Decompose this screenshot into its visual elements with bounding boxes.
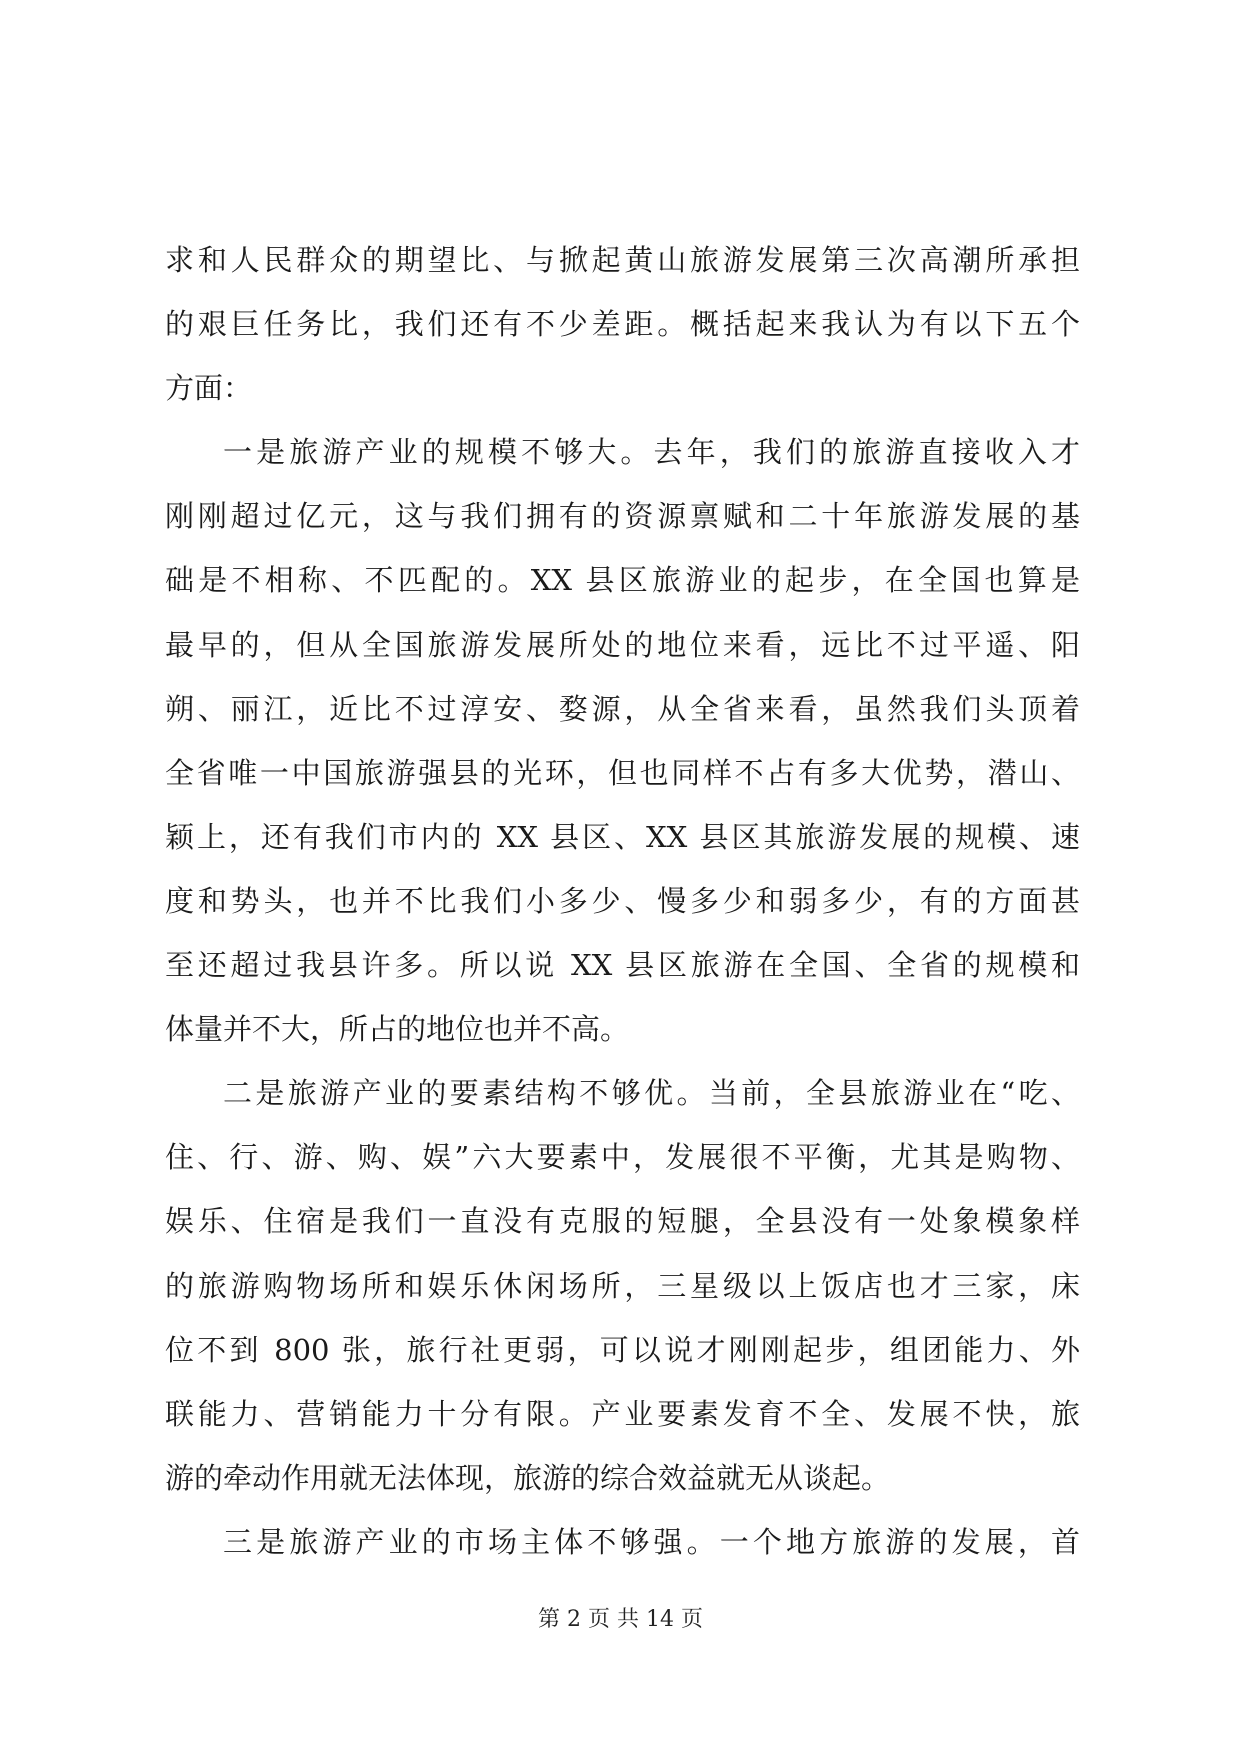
page-footer: 第 2 页 共 14 页 <box>538 1607 703 1632</box>
text-line: 求和人民群众的期望比、与掀起黄山旅游发展第三次高潮所承担 <box>165 243 1080 277</box>
text-line: 朔、丽江，近比不过淳安、婺源，从全省来看，虽然我们头顶着 <box>165 691 1080 726</box>
text-line: 至还超过我县许多。所以说 XX 县区旅游在全国、全省的规模和 <box>165 948 1080 983</box>
text-line: 体量并不大，所占的地位也并不高。 <box>165 1012 630 1047</box>
text-line: 娱乐、住宿是我们一直没有克服的短腿，全县没有一处象模象样 <box>165 1204 1080 1239</box>
text-line: 游的牵动作用就无法体现，旅游的综合效益就无从谈起。 <box>165 1460 891 1495</box>
text-line: 二是旅游产业的要素结构不够优。当前，全县旅游业在“吃、 <box>223 1076 1080 1111</box>
text-line: 位不到 800 张，旅行社更弱，可以说才刚刚起步，组团能力、外 <box>165 1332 1080 1367</box>
text-line: 度和势头，也并不比我们小多少、慢多少和弱多少，有的方面甚 <box>165 883 1080 918</box>
text-line: 的旅游购物场所和娱乐休闲场所，三星级以上饭店也才三家，床 <box>165 1268 1080 1303</box>
text-line: 础是不相称、不匹配的。XX 县区旅游业的起步，在全国也算是 <box>165 563 1080 598</box>
text-line: 颖上，还有我们市内的 XX 县区、XX 县区其旅游发展的规模、速 <box>165 819 1080 854</box>
text-line: 的艰巨任务比，我们还有不少差距。概括起来我认为有以下五个 <box>165 307 1080 342</box>
body-text <box>165 228 1080 1574</box>
text-line: 刚刚超过亿元，这与我们拥有的资源禀赋和二十年旅游发展的基 <box>165 499 1080 534</box>
text-line: 方面： <box>165 371 253 406</box>
text-line: 全省唯一中国旅游强县的光环，但也同样不占有多大优势，潜山、 <box>165 755 1080 790</box>
text-line: 一是旅游产业的规模不够大。去年，我们的旅游直接收入才 <box>223 435 1080 470</box>
text-line: 联能力、营销能力十分有限。产业要素发育不全、发展不快，旅 <box>165 1396 1080 1431</box>
text-line: 住、行、游、购、娱”六大要素中，发展很不平衡，尤其是购物、 <box>165 1140 1080 1175</box>
text-line: 三是旅游产业的市场主体不够强。一个地方旅游的发展，首 <box>223 1524 1080 1559</box>
text-line: 最早的，但从全国旅游发展所处的地位来看，远比不过平遥、阳 <box>165 627 1080 662</box>
